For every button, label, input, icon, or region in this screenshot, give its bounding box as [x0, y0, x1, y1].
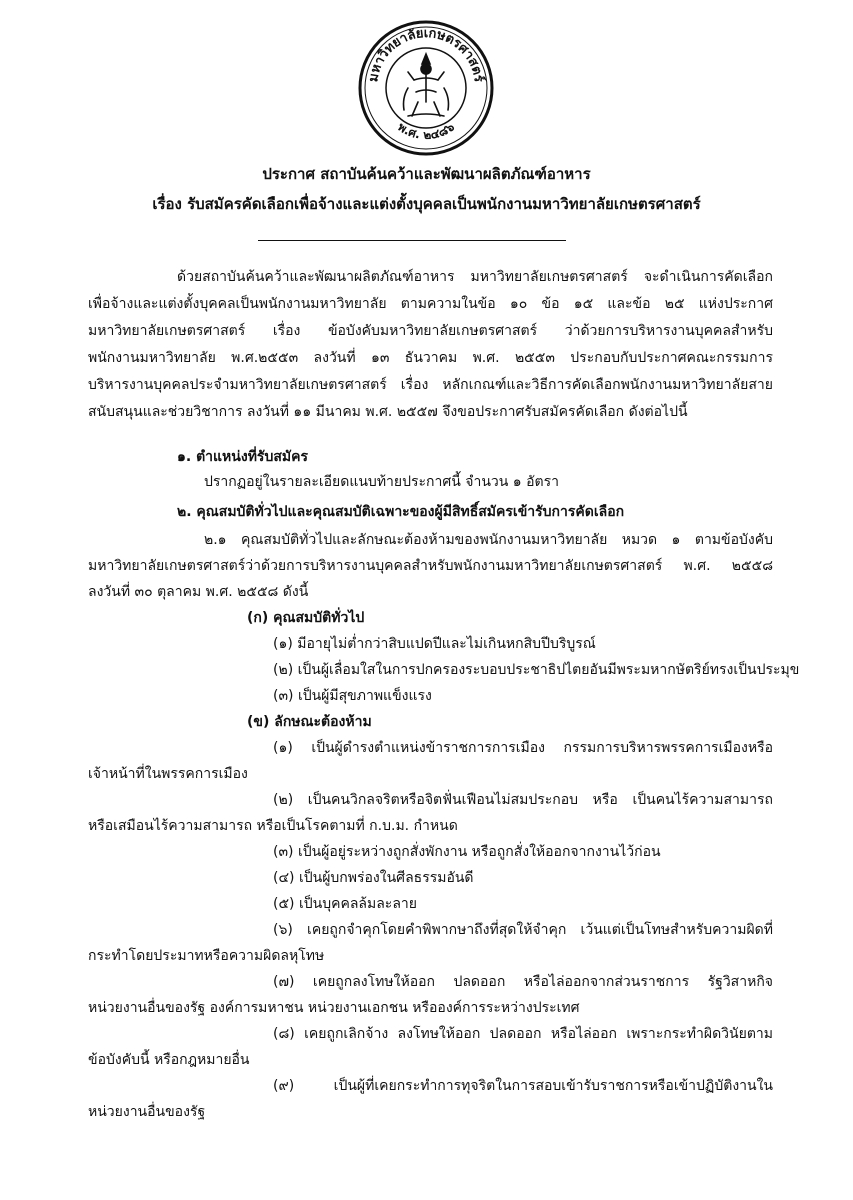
prohibited-item: (๕) เป็นบุคคลล้มละลาย [273, 896, 417, 912]
svg-text:พ.ศ. ๒๔๘๖: พ.ศ. ๒๔๘๖ [395, 119, 457, 143]
section-2-heading: ๒. คุณสมบัติทั่วไปและคุณสมบัติเฉพาะของผู้มีสิทธิ์สมัครเข้ารับการคัดเลือก [177, 504, 625, 520]
general-qualifications-heading: (ก) คุณสมบัติทั่วไป [247, 610, 365, 626]
prohibited-item-continued: ข้อบังคับนี้ หรือกฎหมายอื่น [88, 1052, 250, 1068]
prohibited-item: (๓) เป็นผู้อยู่ระหว่างถูกสั่งพักงาน หรือถูกสั่งให้ออกจากงานไว้ก่อน [273, 844, 661, 860]
announcement-subject: เรื่อง รับสมัครคัดเลือกเพื่อจ้างและแต่งตั้งบุคคลเป็นพนักงานมหาวิทยาลัยเกษตรศาสตร์ [152, 195, 701, 213]
prohibited-characteristics-heading: (ข) ลักษณะต้องห้าม [247, 714, 372, 730]
section-1-heading: ๑. ตำแหน่งที่รับสมัคร [177, 449, 308, 465]
university-seal-logo [356, 18, 496, 158]
general-qualification-item: (๑) มีอายุไม่ต่ำกว่าสิบแปดปีและไม่เกินหกสิบปีบริบูรณ์ [273, 636, 596, 652]
intro-line: มหาวิทยาลัยเกษตรศาสตร์ เรื่อง ข้อบังคับมหาวิทยาลัยเกษตรศาสตร์ ว่าด้วยการบริหารงานบุคคลสำหรับ [88, 323, 773, 339]
prohibited-item: (๔) เป็นผู้บกพร่องในศีลธรรมอันดี [273, 870, 474, 886]
intro-line: บริหารงานบุคคลประจำมหาวิทยาลัยเกษตรศาสตร์ เรื่อง หลักเกณฑ์และวิธีการคัดเลือกพนักงานมหาวิทยาลัยสาย [88, 377, 773, 393]
prohibited-item: (๗) เคยถูกลงโทษให้ออก ปลดออก หรือไล่ออกจากส่วนราชการ รัฐวิสาหกิจ [273, 974, 773, 990]
prohibited-item-continued: หน่วยงานอื่นของรัฐ [88, 1104, 206, 1120]
general-qualification-item: (๓) เป็นผู้มีสุขภาพแข็งแรง [273, 688, 432, 704]
header-divider [258, 240, 566, 241]
section-2-sub-line: ๒.๑ คุณสมบัติทั่วไปและลักษณะต้องห้ามของพนักงานมหาวิทยาลัย หมวด ๑ ตามข้อบังคับ [204, 532, 773, 548]
prohibited-item: (๑) เป็นผู้ดำรงตำแหน่งข้าราชการการเมือง กรรมการบริหารพรรคการเมืองหรือ [273, 740, 773, 756]
prohibited-item-continued: เจ้าหน้าที่ในพรรคการเมือง [88, 766, 248, 782]
prohibited-item: (๙) เป็นผู้ที่เคยกระทำการทุจริตในการสอบเข้ารับราชการหรือเข้าปฏิบัติงานใน [273, 1078, 773, 1094]
svg-text:มหาวิทยาลัยเกษตรศาสตร์: มหาวิทยาลัยเกษตรศาสตร์ [366, 26, 486, 84]
section-2-sub-line: มหาวิทยาลัยเกษตรศาสตร์ว่าด้วยการบริหารงานบุคคลสำหรับพนักงานมหาวิทยาลัยเกษตรศาสตร์ พ.ศ. ๒๕๕๘ [88, 558, 773, 574]
prohibited-item-continued: หรือเสมือนไร้ความสามารถ หรือเป็นโรคตามที่ ก.บ.ม. กำหนด [88, 818, 458, 834]
general-qualification-item: (๒) เป็นผู้เลื่อมใสในการปกครองระบอบประชาธิปไตยอันมีพระมหากษัตริย์ทรงเป็นประมุข [273, 662, 800, 678]
prohibited-item: (๘) เคยถูกเลิกจ้าง ลงโทษให้ออก ปลดออก หรือไล่ออก เพราะกระทำผิดวินัยตาม [273, 1026, 773, 1042]
intro-line: สนับสนุนและช่วยวิชาการ ลงวันที่ ๑๑ มีนาคม พ.ศ. ๒๕๕๗ จึงขอประกาศรับสมัครคัดเลือก ดังต่อไปนี้ [88, 404, 688, 420]
prohibited-item-continued: กระทำโดยประมาทหรือความผิดลหุโทษ [88, 948, 325, 964]
intro-line: พนักงานมหาวิทยาลัย พ.ศ.๒๕๕๓ ลงวันที่ ๑๓ ธันวาคม พ.ศ. ๒๕๕๓ ประกอบกับประกาศคณะกรรมการ [88, 350, 773, 366]
prohibited-item: (๖) เคยถูกจำคุกโดยคำพิพากษาถึงที่สุดให้จำคุก เว้นแต่เป็นโทษสำหรับความผิดที่ [273, 922, 773, 938]
intro-line: ด้วยสถาบันค้นคว้าและพัฒนาผลิตภัณฑ์อาหาร มหาวิทยาลัยเกษตรศาสตร์ จะดำเนินการคัดเลือก [177, 269, 773, 285]
announcement-title: ประกาศ สถาบันค้นคว้าและพัฒนาผลิตภัณฑ์อาหาร [262, 165, 591, 183]
prohibited-item-continued: หน่วยงานอื่นของรัฐ องค์การมหาชน หน่วยงานเอกชน หรือองค์การระหว่างประเทศ [88, 1000, 580, 1016]
section-1-text: ปรากฏอยู่ในรายละเอียดแนบท้ายประกาศนี้ จำนวน ๑ อัตรา [204, 474, 560, 490]
prohibited-item: (๒) เป็นคนวิกลจริตหรือจิตฟั่นเฟือนไม่สมประกอบ หรือ เป็นคนไร้ความสามารถ [273, 792, 773, 808]
intro-line: เพื่อจ้างและแต่งตั้งบุคคลเป็นพนักงานมหาวิทยาลัย ตามความในข้อ ๑๐ ข้อ ๑๕ และข้อ ๒๕ แห่งประกาศ [88, 296, 773, 312]
section-2-sub-line: ลงวันที่ ๓๐ ตุลาคม พ.ศ. ๒๕๕๘ ดังนี้ [88, 584, 309, 600]
